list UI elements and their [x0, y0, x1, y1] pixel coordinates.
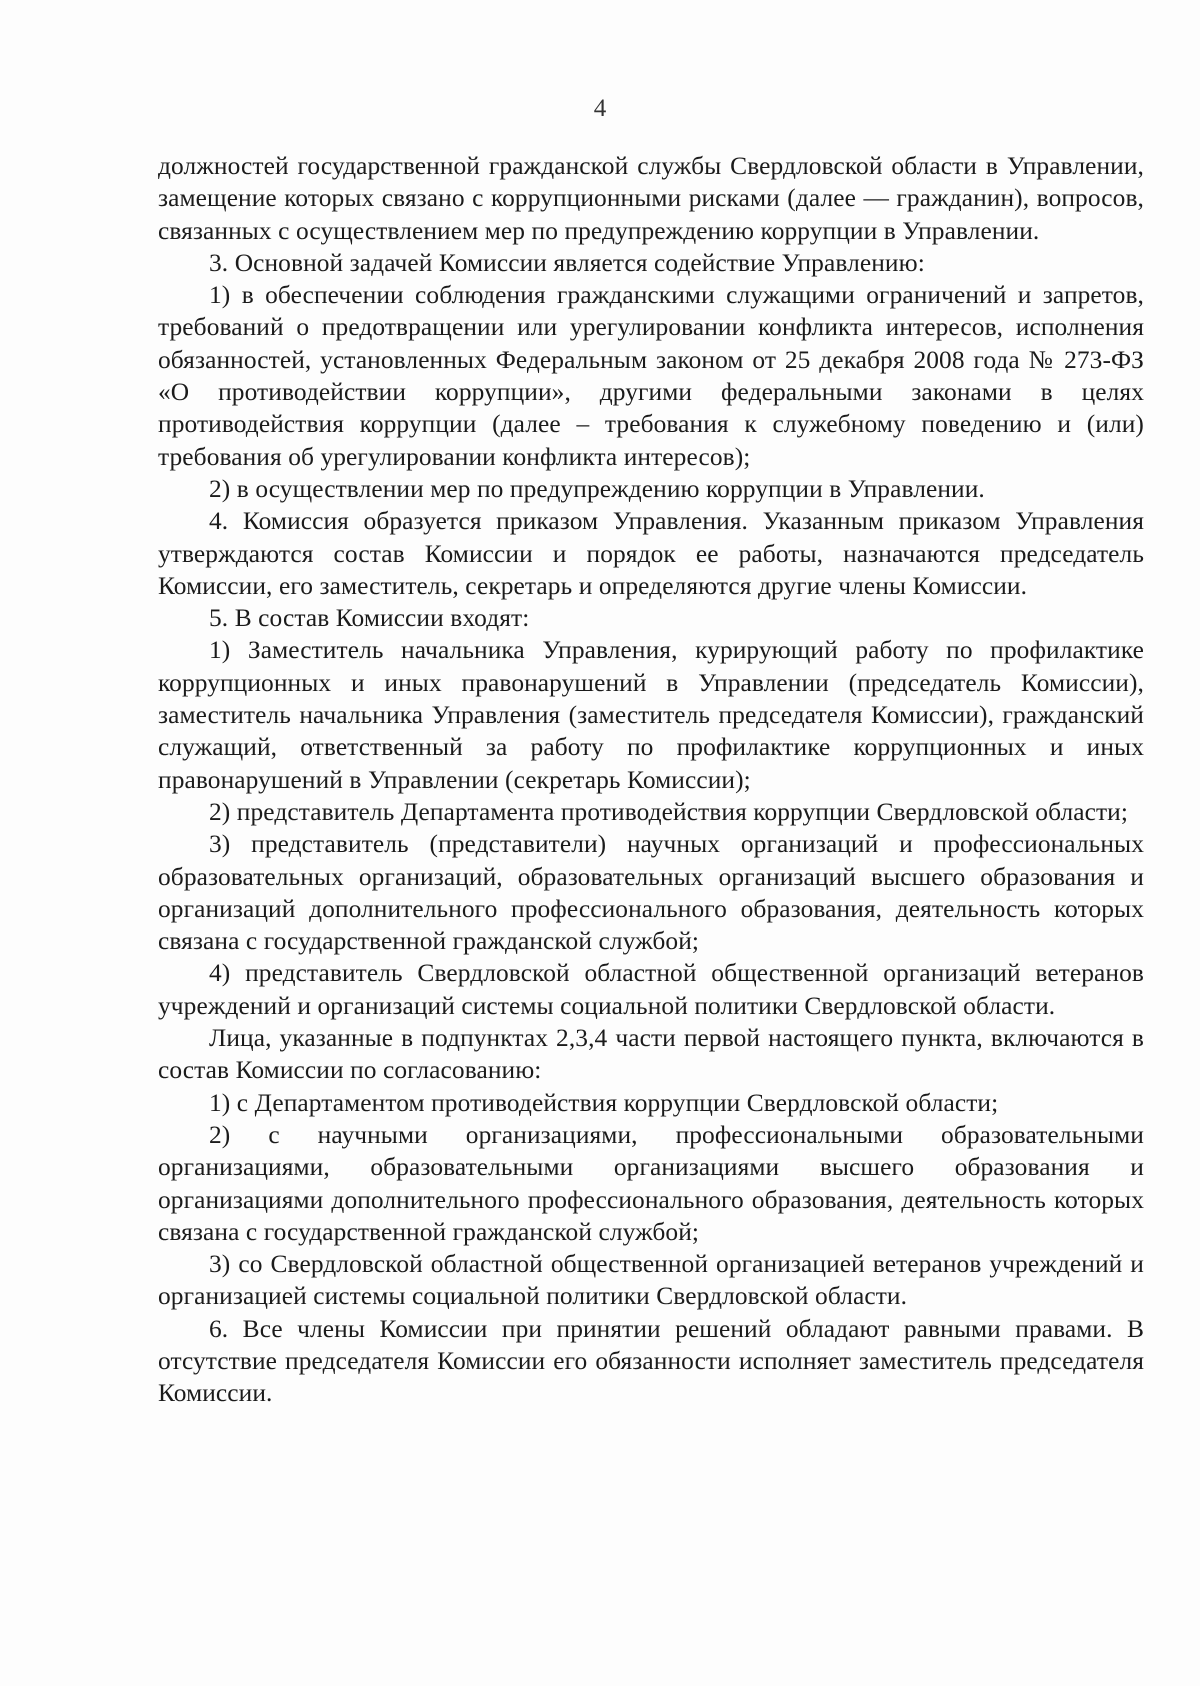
- paragraph-continuation: должностей государственной гражданской службы Свердловской области в Управлении, замещение которых связано с коррупционными рисками (далее — гражданин), вопросов, связанных с осуществлением мер по предупреждению коррупции в Управлении.: [158, 152, 1144, 245]
- paragraph-agreement-1: 1) с Департаментом противодействия коррупции Свердловской области;: [209, 1088, 999, 1117]
- paragraph-item-6: 6. Все члены Комиссии при принятии решений обладают равными правами. В отсутствие председателя Комиссии его обязанности исполняет заместитель председателя Комиссии.: [158, 1314, 1144, 1408]
- paragraph-item-5-1: 1) Заместитель начальника Управления, курирующий работу по профилактике коррупционных и иных правонарушений в Управлении (председатель Комиссии), заместитель начальника Управления (заместитель председателя Комиссии), гражданский служащий, ответственный за работу по профилактике коррупционных и иных правонарушений в Управлении (секретарь Комиссии);: [158, 636, 1144, 794]
- paragraph-item-4: 4. Комиссия образуется приказом Управления. Указанным приказом Управления утверждаются состав Комиссии и порядок ее работы, назначаются председатель Комиссии, его заместитель, секретарь и определяются другие члены Комиссии.: [158, 507, 1144, 600]
- paragraph-agreement-3: 3) со Свердловской областной общественной организацией ветеранов учреждений и организацией системы социальной политики Свердловской области.: [158, 1250, 1144, 1311]
- document-body: [158, 150, 1144, 1410]
- paragraph-item-3-1: 1) в обеспечении соблюдения гражданскими служащими ограничений и запретов, требований о предотвращении или урегулировании конфликта интересов, исполнения обязанностей, установленных Федеральным законом от 25 декабря 2008 года № 273-ФЗ «О противодействии коррупции», другими федеральными законами в целях противодействия коррупции (далее – требования к служебному поведению и (или) требования об урегулировании конфликта интересов);: [158, 281, 1144, 471]
- page-number: 4: [593, 95, 607, 122]
- paragraph-item-5-3: 3) представитель (представители) научных организаций и профессиональных образовательных организаций, образовательных организаций высшего образования и организаций дополнительного профессионального образования, деятельность которых связана с государственной гражданской службой;: [158, 830, 1144, 956]
- paragraph-agreement-intro: Лица, указанные в подпунктах 2,3,4 части первой настоящего пункта, включаются в состав Комиссии по согласованию:: [158, 1024, 1144, 1085]
- paragraph-item-5-2: 2) представитель Департамента противодействия коррупции Свердловской области;: [209, 797, 1129, 826]
- paragraph-item-5: 5. В состав Комиссии входят:: [209, 604, 530, 633]
- paragraph-item-3-2: 2) в осуществлении мер по предупреждению коррупции в Управлении.: [209, 474, 985, 503]
- paragraph-item-3: 3. Основной задачей Комиссии является содействие Управлению:: [209, 248, 925, 277]
- paragraph-item-5-4: 4) представитель Свердловской областной общественной организаций ветеранов учреждений и организаций системы социальной политики Свердловской области.: [158, 959, 1144, 1020]
- paragraph-agreement-2: 2) с научными организациями, профессиональными образовательными организациями, образовательными организациями высшего образования и организациями дополнительного профессионального образования, деятельность которых связана с государственной гражданской службой;: [158, 1120, 1144, 1246]
